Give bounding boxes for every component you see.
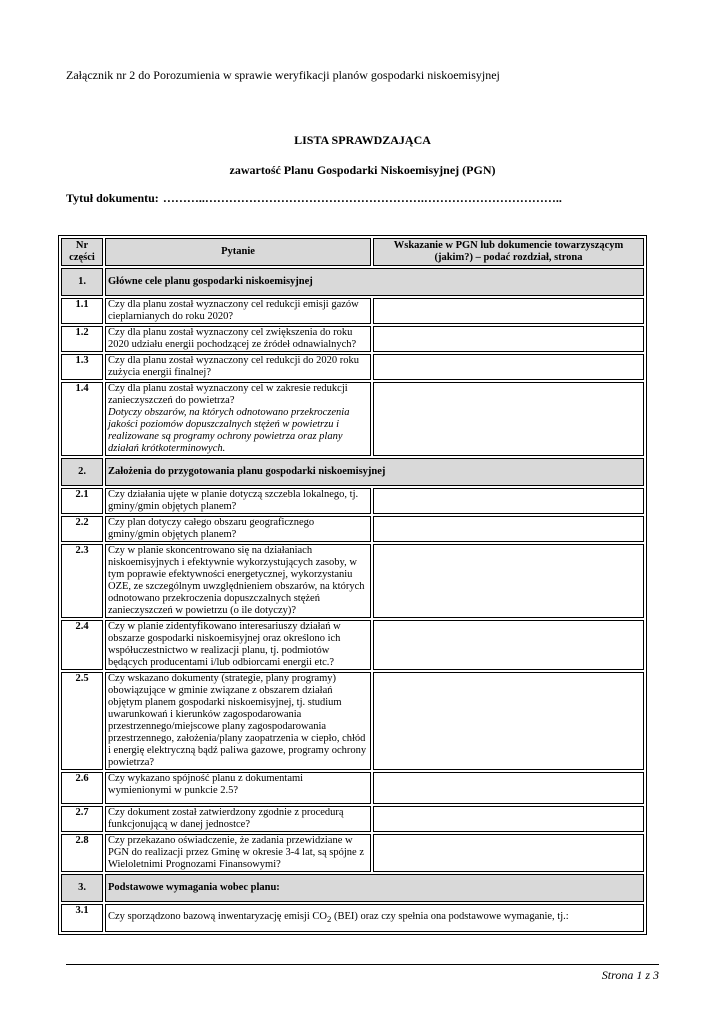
section-label: Główne cele planu gospodarki niskoemisyjnej (105, 268, 644, 296)
row-question-note: Dotyczy obszarów, na których odnotowano przekroczenia jakości poziomów dopuszczalnych stężeń w powietrzu i realizowane są programy ochrony powietrza oraz plany działań krótkoterminowych. (108, 407, 350, 454)
row-question: Czy wykazano spójność planu z dokumentami wymienionymi w punkcie 2.5? (105, 772, 371, 804)
header-question: Pytanie (105, 238, 371, 266)
header-nr: Nr części (61, 238, 103, 266)
row-question: Czy wskazano dokumenty (strategie, plany programy) obowiązujące w gminie związane z obszarem działań objętym planem gospodarki niskoemisyjnej, tj. studium uwarunkowań i kierunków zagospodarowania przestrzennego/miejscowe plany zagospodarowania przestrzennego, założenia/plany zaopatrzenia w ciepło, chłód i energię elektryczną bądź paliwa gazowe, programy ochrony powietrza? (105, 672, 371, 770)
table-row (61, 326, 644, 352)
row-question-text: Czy sporządzono bazową inwentaryzację emisji CO (108, 910, 327, 922)
section-number: 1. (61, 268, 103, 296)
row-number: 2.7 (61, 806, 103, 832)
row-question-text-end: (BEI) oraz czy spełnia ona podstawowe wymaganie, tj.: (331, 910, 569, 922)
page-number: Strona 1 z 3 (601, 968, 659, 982)
row-number: 1.2 (61, 326, 103, 352)
row-question-subscript: 2 (326, 914, 332, 925)
row-number: 1.4 (61, 382, 103, 456)
table-row (61, 834, 644, 872)
row-answer-cell[interactable] (373, 488, 644, 514)
row-number: 2.2 (61, 516, 103, 542)
row-answer-cell[interactable] (373, 806, 644, 832)
row-answer-cell[interactable] (373, 772, 644, 804)
section-row-1 (61, 268, 644, 296)
section-row-2 (61, 458, 644, 486)
checklist-table (58, 235, 647, 935)
document-title-field (66, 191, 562, 206)
row-number: 2.8 (61, 834, 103, 872)
section-label: Założenia do przygotowania planu gospodarki niskoemisyjnej (105, 458, 644, 486)
table-header-row (61, 238, 644, 266)
table-row (61, 516, 644, 542)
row-answer-cell[interactable] (373, 298, 644, 324)
row-question: Czy dla planu został wyznaczony cel zwiększenia do roku 2020 udziału energii pochodzącej ze źródeł odnawialnych? (105, 326, 371, 352)
row-question: Czy dokument został zatwierdzony zgodnie z procedurą funkcjonującą w danej jednostce? (105, 806, 371, 832)
document-title-dots: ………..……………………………………………….…………………………….. (162, 191, 562, 205)
table-row (61, 544, 644, 618)
table-row (61, 382, 644, 456)
document-subtitle: zawartość Planu Gospodarki Niskoemisyjnej (PGN) (229, 163, 496, 177)
row-question (105, 904, 644, 932)
header-indication: Wskazanie w PGN lub dokumencie towarzyszącym (jakim?) – podać rozdział, strona (373, 238, 644, 266)
row-question: Czy przekazano oświadczenie, że zadania przewidziane w PGN do realizacji przez Gminę w okresie 3-4 lat, są spójne z Wieloletnimi Prognozami Finansowymi? (105, 834, 371, 872)
row-question: Czy w planie skoncentrowano się na działaniach niskoemisyjnych i efektywnie wykorzystujących zasoby, w tym poprawie efektywności energetycznej, wykorzystaniu OZE, ze szczególnym uwzględnieniem obszarów, na których odnotowano przekroczenia dopuszczalnych stężeń zanieczyszczeń w powietrzu (o ile dotyczy)? (105, 544, 371, 618)
row-number: 1.1 (61, 298, 103, 324)
table-row (61, 672, 644, 770)
table-row (61, 806, 644, 832)
table-row (61, 904, 644, 932)
row-question (105, 382, 371, 456)
document-title: LISTA SPRAWDZAJĄCA (294, 133, 431, 147)
row-number: 2.1 (61, 488, 103, 514)
document-title-label: Tytuł dokumentu: (66, 191, 159, 205)
row-number: 2.6 (61, 772, 103, 804)
row-question: Czy w planie zidentyfikowano interesariuszy działań w obszarze gospodarki niskoemisyjnej oraz określono ich współuczestnictwo w realizacji planu, tj. podmiotów będących producentami i/lub odbiorcami energii etc.? (105, 620, 371, 670)
row-question: Czy plan dotyczy całego obszaru geograficznego gminy/gmin objętych planem? (105, 516, 371, 542)
row-answer-cell[interactable] (373, 382, 644, 456)
footer-divider (66, 964, 659, 965)
table-row (61, 354, 644, 380)
row-question-text: Czy dla planu został wyznaczony cel w zakresie redukcji zanieczyszczeń do powietrza? (108, 383, 348, 406)
row-number: 2.5 (61, 672, 103, 770)
table-row (61, 620, 644, 670)
table-row (61, 488, 644, 514)
row-number: 2.3 (61, 544, 103, 618)
section-label: Podstawowe wymagania wobec planu: (105, 874, 644, 902)
row-answer-cell[interactable] (373, 834, 644, 872)
row-question: Czy działania ujęte w planie dotyczą szczebla lokalnego, tj. gminy/gmin objętych planem? (105, 488, 371, 514)
annex-note: Załącznik nr 2 do Porozumienia w sprawie weryfikacji planów gospodarki niskoemisyjnej (66, 68, 500, 82)
section-row-3 (61, 874, 644, 902)
row-answer-cell[interactable] (373, 672, 644, 770)
row-number: 1.3 (61, 354, 103, 380)
section-number: 2. (61, 458, 103, 486)
table-row (61, 772, 644, 804)
section-number: 3. (61, 874, 103, 902)
row-answer-cell[interactable] (373, 326, 644, 352)
row-question: Czy dla planu został wyznaczony cel redukcji emisji gazów cieplarnianych do roku 2020? (105, 298, 371, 324)
row-answer-cell[interactable] (373, 516, 644, 542)
row-number: 3.1 (61, 904, 103, 932)
row-number: 2.4 (61, 620, 103, 670)
row-answer-cell[interactable] (373, 544, 644, 618)
row-answer-cell[interactable] (373, 354, 644, 380)
row-question: Czy dla planu został wyznaczony cel redukcji do 2020 roku zużycia energii finalnej? (105, 354, 371, 380)
row-answer-cell[interactable] (373, 620, 644, 670)
table-row (61, 298, 644, 324)
